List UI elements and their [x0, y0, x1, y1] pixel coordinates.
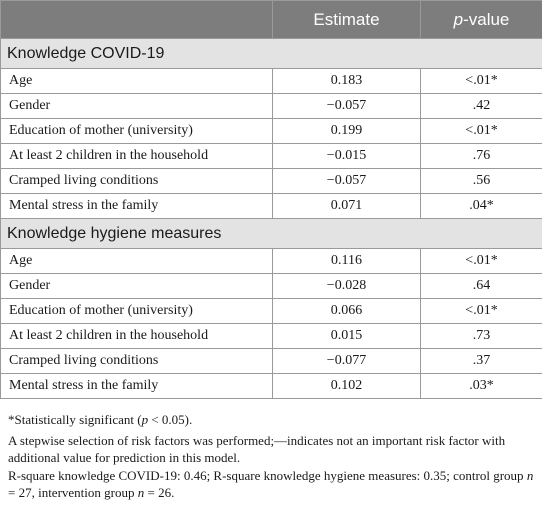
row-label: Education of mother (university)	[1, 119, 273, 144]
row-estimate: −0.028	[273, 274, 421, 299]
row-estimate: −0.057	[273, 94, 421, 119]
table-row	[1, 169, 542, 194]
row-pvalue: .04*	[421, 194, 542, 219]
row-label: Mental stress in the family	[1, 374, 273, 399]
table-header-row	[1, 1, 542, 39]
row-pvalue: .76	[421, 144, 542, 169]
table-row	[1, 324, 542, 349]
table-row	[1, 94, 542, 119]
table-row	[1, 349, 542, 374]
row-label: Gender	[1, 274, 273, 299]
footnote-n-control: n	[526, 467, 534, 483]
row-pvalue: .42	[421, 94, 542, 119]
table-row	[1, 374, 542, 399]
row-pvalue: <.01*	[421, 249, 542, 274]
row-label: Gender	[1, 94, 273, 119]
row-pvalue: .73	[421, 324, 542, 349]
row-estimate: 0.071	[273, 194, 421, 219]
row-label: At least 2 children in the household	[1, 324, 273, 349]
footnote-significance-threshold: < 0.05).	[148, 412, 193, 427]
row-estimate: 0.183	[273, 69, 421, 94]
header-pvalue-rest: -value	[463, 9, 510, 29]
footnote-control-count: = 27, intervention group	[8, 485, 138, 500]
header-pvalue-p: p	[453, 9, 464, 29]
row-estimate: −0.077	[273, 349, 421, 374]
section-title: Knowledge COVID-19	[1, 39, 542, 69]
row-estimate: 0.102	[273, 374, 421, 399]
footnote-stepwise: A stepwise selection of risk factors was performed;—indicates not an important risk factor with additional value for prediction in this model.	[8, 432, 506, 465]
row-label: Cramped living conditions	[1, 169, 273, 194]
footnote-rsquare-text: R-square knowledge COVID-19: 0.46; R-square knowledge hygiene measures: 0.35; control group	[8, 467, 527, 483]
section-header-row	[1, 39, 542, 69]
table-row	[1, 69, 542, 94]
table-row	[1, 249, 542, 274]
row-pvalue: .37	[421, 349, 542, 374]
table-row	[1, 299, 542, 324]
row-label: Education of mother (university)	[1, 299, 273, 324]
footnote-significance-p: p	[141, 412, 149, 427]
row-pvalue: <.01*	[421, 299, 542, 324]
footnote-n-intervention: n	[137, 485, 145, 500]
row-pvalue: .56	[421, 169, 542, 194]
table-row	[1, 194, 542, 219]
table-row	[1, 144, 542, 169]
section-header-row	[1, 219, 542, 249]
row-pvalue: .03*	[421, 374, 542, 399]
section-title: Knowledge hygiene measures	[1, 219, 542, 249]
header-estimate: Estimate	[273, 1, 421, 39]
row-pvalue: .64	[421, 274, 542, 299]
row-label: Age	[1, 69, 273, 94]
header-pvalue	[421, 1, 542, 39]
table-row	[1, 274, 542, 299]
footnote-intervention-count: = 26.	[144, 485, 175, 500]
footnote-rsquare	[8, 467, 536, 502]
header-blank-cell	[1, 1, 273, 39]
row-estimate: −0.057	[273, 169, 421, 194]
footnote-significance-text: *Statistically significant (	[8, 412, 142, 427]
row-label: Mental stress in the family	[1, 194, 273, 219]
table-body	[1, 39, 542, 399]
table-row	[1, 119, 542, 144]
row-label: At least 2 children in the household	[1, 144, 273, 169]
row-pvalue: <.01*	[421, 69, 542, 94]
row-label: Age	[1, 249, 273, 274]
row-estimate: 0.015	[273, 324, 421, 349]
row-estimate: 0.199	[273, 119, 421, 144]
row-estimate: 0.066	[273, 299, 421, 324]
table-footnotes	[8, 411, 536, 502]
footnote-significance	[8, 411, 536, 429]
row-label: Cramped living conditions	[1, 349, 273, 374]
row-pvalue: <.01*	[421, 119, 542, 144]
row-estimate: −0.015	[273, 144, 421, 169]
row-estimate: 0.116	[273, 249, 421, 274]
